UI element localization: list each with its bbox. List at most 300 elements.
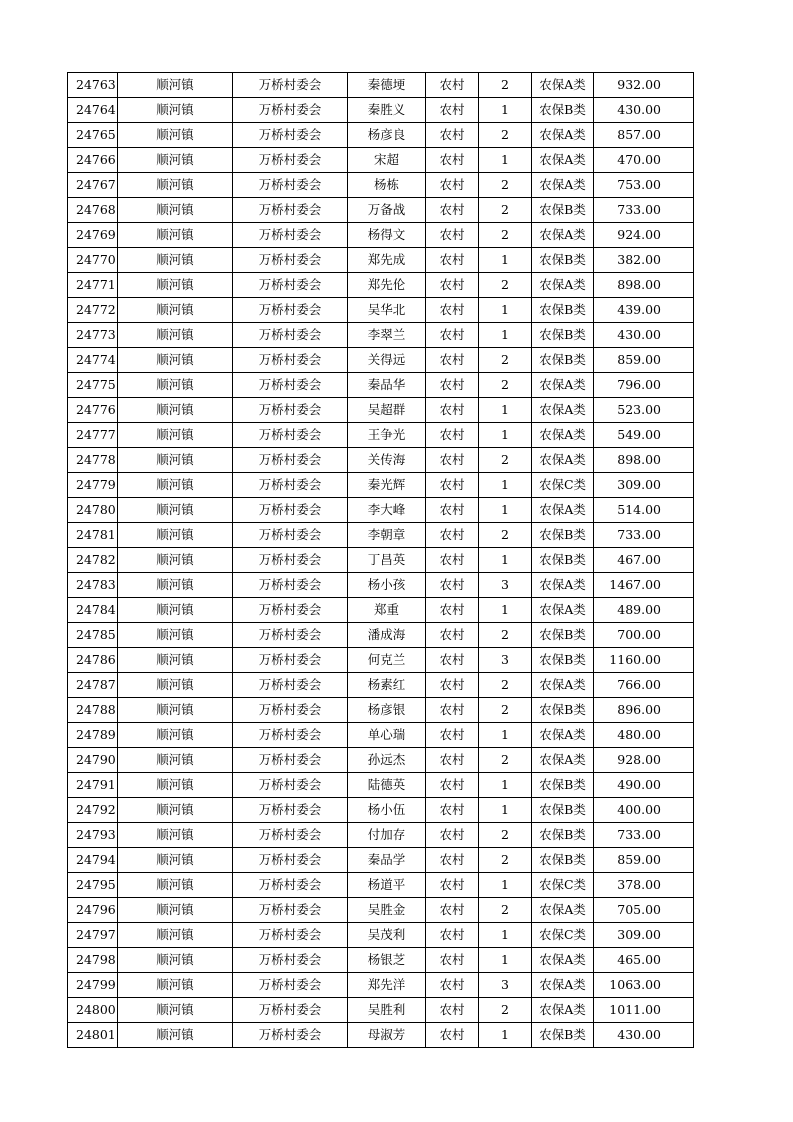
table-row [68, 573, 694, 598]
record-id-cell: 24776 [68, 398, 118, 423]
village-committee-cell: 万桥村委会 [233, 498, 348, 523]
area-type-cell: 农村 [426, 273, 479, 298]
area-type-cell: 农村 [426, 898, 479, 923]
town-cell: 顺河镇 [118, 123, 233, 148]
area-type-cell: 农村 [426, 823, 479, 848]
village-committee-cell: 万桥村委会 [233, 798, 348, 823]
insurance-class-cell: 农保A类 [532, 498, 594, 523]
area-type-cell: 农村 [426, 673, 479, 698]
village-committee-cell: 万桥村委会 [233, 623, 348, 648]
area-type-cell: 农村 [426, 873, 479, 898]
name-cell: 李大峰 [348, 498, 426, 523]
household-count-cell: 1 [479, 148, 532, 173]
household-count-cell: 1 [479, 773, 532, 798]
insurance-class-cell: 农保A类 [532, 423, 594, 448]
village-committee-cell: 万桥村委会 [233, 123, 348, 148]
insurance-class-cell: 农保B类 [532, 98, 594, 123]
village-committee-cell: 万桥村委会 [233, 448, 348, 473]
village-committee-cell: 万桥村委会 [233, 873, 348, 898]
village-committee-cell: 万桥村委会 [233, 923, 348, 948]
village-committee-cell: 万桥村委会 [233, 348, 348, 373]
village-committee-cell: 万桥村委会 [233, 898, 348, 923]
area-type-cell: 农村 [426, 548, 479, 573]
area-type-cell: 农村 [426, 73, 479, 98]
record-id-cell: 24773 [68, 323, 118, 348]
household-count-cell: 2 [479, 198, 532, 223]
table-row [68, 348, 694, 373]
record-id-cell: 24771 [68, 273, 118, 298]
name-cell: 吴华北 [348, 298, 426, 323]
name-cell: 郑先成 [348, 248, 426, 273]
household-count-cell: 2 [479, 998, 532, 1023]
area-type-cell: 农村 [426, 123, 479, 148]
town-cell: 顺河镇 [118, 448, 233, 473]
insurance-class-cell: 农保B类 [532, 798, 594, 823]
insurance-class-cell: 农保B类 [532, 298, 594, 323]
town-cell: 顺河镇 [118, 523, 233, 548]
name-cell: 杨素红 [348, 673, 426, 698]
table-row [68, 798, 694, 823]
amount-cell: 382.00 [594, 248, 694, 273]
town-cell: 顺河镇 [118, 323, 233, 348]
record-id-cell: 24769 [68, 223, 118, 248]
name-cell: 杨小伍 [348, 798, 426, 823]
record-id-cell: 24785 [68, 623, 118, 648]
table-row [68, 398, 694, 423]
record-id-cell: 24782 [68, 548, 118, 573]
record-id-cell: 24763 [68, 73, 118, 98]
amount-cell: 309.00 [594, 473, 694, 498]
area-type-cell: 农村 [426, 198, 479, 223]
area-type-cell: 农村 [426, 223, 479, 248]
amount-cell: 753.00 [594, 173, 694, 198]
household-count-cell: 2 [479, 698, 532, 723]
village-committee-cell: 万桥村委会 [233, 723, 348, 748]
household-count-cell: 1 [479, 498, 532, 523]
amount-cell: 898.00 [594, 273, 694, 298]
household-count-cell: 2 [479, 748, 532, 773]
household-count-cell: 2 [479, 123, 532, 148]
record-id-cell: 24778 [68, 448, 118, 473]
record-id-cell: 24774 [68, 348, 118, 373]
village-committee-cell: 万桥村委会 [233, 273, 348, 298]
table-row [68, 623, 694, 648]
household-count-cell: 1 [479, 98, 532, 123]
household-count-cell: 2 [479, 348, 532, 373]
village-committee-cell: 万桥村委会 [233, 948, 348, 973]
area-type-cell: 农村 [426, 1023, 479, 1048]
village-committee-cell: 万桥村委会 [233, 223, 348, 248]
name-cell: 杨得文 [348, 223, 426, 248]
record-id-cell: 24775 [68, 373, 118, 398]
amount-cell: 1063.00 [594, 973, 694, 998]
insurance-class-cell: 农保A类 [532, 998, 594, 1023]
amount-cell: 309.00 [594, 923, 694, 948]
household-count-cell: 1 [479, 398, 532, 423]
record-id-cell: 24783 [68, 573, 118, 598]
amount-cell: 796.00 [594, 373, 694, 398]
insurance-class-cell: 农保A类 [532, 123, 594, 148]
town-cell: 顺河镇 [118, 823, 233, 848]
table-row [68, 248, 694, 273]
household-count-cell: 1 [479, 873, 532, 898]
record-id-cell: 24787 [68, 673, 118, 698]
town-cell: 顺河镇 [118, 848, 233, 873]
area-type-cell: 农村 [426, 773, 479, 798]
name-cell: 王争光 [348, 423, 426, 448]
record-id-cell: 24784 [68, 598, 118, 623]
village-committee-cell: 万桥村委会 [233, 98, 348, 123]
name-cell: 吴超群 [348, 398, 426, 423]
name-cell: 吴胜金 [348, 898, 426, 923]
insurance-class-cell: 农保B类 [532, 548, 594, 573]
table-row [68, 598, 694, 623]
name-cell: 杨道平 [348, 873, 426, 898]
area-type-cell: 农村 [426, 698, 479, 723]
village-committee-cell: 万桥村委会 [233, 998, 348, 1023]
area-type-cell: 农村 [426, 973, 479, 998]
table-row [68, 648, 694, 673]
name-cell: 丁昌英 [348, 548, 426, 573]
village-committee-cell: 万桥村委会 [233, 1023, 348, 1048]
record-id-cell: 24768 [68, 198, 118, 223]
household-count-cell: 3 [479, 973, 532, 998]
town-cell: 顺河镇 [118, 223, 233, 248]
town-cell: 顺河镇 [118, 623, 233, 648]
household-count-cell: 2 [479, 373, 532, 398]
table-row [68, 173, 694, 198]
record-id-cell: 24799 [68, 973, 118, 998]
amount-cell: 430.00 [594, 323, 694, 348]
town-cell: 顺河镇 [118, 898, 233, 923]
village-committee-cell: 万桥村委会 [233, 848, 348, 873]
name-cell: 单心瑞 [348, 723, 426, 748]
town-cell: 顺河镇 [118, 473, 233, 498]
amount-cell: 1467.00 [594, 573, 694, 598]
village-committee-cell: 万桥村委会 [233, 573, 348, 598]
amount-cell: 733.00 [594, 523, 694, 548]
insurance-class-cell: 农保A类 [532, 148, 594, 173]
insurance-class-cell: 农保A类 [532, 398, 594, 423]
name-cell: 付加存 [348, 823, 426, 848]
name-cell: 郑先洋 [348, 973, 426, 998]
table-row [68, 973, 694, 998]
town-cell: 顺河镇 [118, 1023, 233, 1048]
village-committee-cell: 万桥村委会 [233, 323, 348, 348]
household-count-cell: 1 [479, 598, 532, 623]
insurance-class-cell: 农保A类 [532, 73, 594, 98]
insurance-class-cell: 农保A类 [532, 673, 594, 698]
amount-cell: 490.00 [594, 773, 694, 798]
name-cell: 万备战 [348, 198, 426, 223]
record-id-cell: 24796 [68, 898, 118, 923]
village-committee-cell: 万桥村委会 [233, 523, 348, 548]
amount-cell: 514.00 [594, 498, 694, 523]
household-count-cell: 2 [479, 223, 532, 248]
village-committee-cell: 万桥村委会 [233, 248, 348, 273]
household-count-cell: 2 [479, 448, 532, 473]
table-row [68, 448, 694, 473]
village-committee-cell: 万桥村委会 [233, 198, 348, 223]
household-count-cell: 1 [479, 473, 532, 498]
insurance-class-cell: 农保A类 [532, 573, 594, 598]
insurance-class-cell: 农保C类 [532, 473, 594, 498]
area-type-cell: 农村 [426, 348, 479, 373]
area-type-cell: 农村 [426, 623, 479, 648]
household-count-cell: 2 [479, 523, 532, 548]
record-id-cell: 24788 [68, 698, 118, 723]
insurance-class-cell: 农保A类 [532, 448, 594, 473]
town-cell: 顺河镇 [118, 248, 233, 273]
table-row [68, 98, 694, 123]
household-count-cell: 3 [479, 573, 532, 598]
table-row [68, 673, 694, 698]
area-type-cell: 农村 [426, 573, 479, 598]
record-id-cell: 24772 [68, 298, 118, 323]
record-id-cell: 24786 [68, 648, 118, 673]
amount-cell: 932.00 [594, 73, 694, 98]
amount-cell: 1011.00 [594, 998, 694, 1023]
area-type-cell: 农村 [426, 148, 479, 173]
household-count-cell: 1 [479, 323, 532, 348]
amount-cell: 1160.00 [594, 648, 694, 673]
amount-cell: 470.00 [594, 148, 694, 173]
name-cell: 陆德英 [348, 773, 426, 798]
amount-cell: 480.00 [594, 723, 694, 748]
village-committee-cell: 万桥村委会 [233, 673, 348, 698]
village-committee-cell: 万桥村委会 [233, 423, 348, 448]
table-row [68, 848, 694, 873]
table-row [68, 1023, 694, 1048]
table-row [68, 523, 694, 548]
amount-cell: 766.00 [594, 673, 694, 698]
amount-cell: 549.00 [594, 423, 694, 448]
table-row [68, 548, 694, 573]
village-committee-cell: 万桥村委会 [233, 373, 348, 398]
amount-cell: 898.00 [594, 448, 694, 473]
table-row [68, 423, 694, 448]
record-id-cell: 24764 [68, 98, 118, 123]
village-committee-cell: 万桥村委会 [233, 698, 348, 723]
area-type-cell: 农村 [426, 748, 479, 773]
table-row [68, 873, 694, 898]
insurance-class-cell: 农保A类 [532, 973, 594, 998]
area-type-cell: 农村 [426, 248, 479, 273]
name-cell: 关得远 [348, 348, 426, 373]
household-count-cell: 2 [479, 898, 532, 923]
amount-cell: 928.00 [594, 748, 694, 773]
name-cell: 秦品华 [348, 373, 426, 398]
table-row [68, 73, 694, 98]
village-committee-cell: 万桥村委会 [233, 598, 348, 623]
insurance-class-cell: 农保B类 [532, 648, 594, 673]
town-cell: 顺河镇 [118, 573, 233, 598]
town-cell: 顺河镇 [118, 598, 233, 623]
area-type-cell: 农村 [426, 173, 479, 198]
table-row [68, 773, 694, 798]
record-id-cell: 24767 [68, 173, 118, 198]
insurance-class-cell: 农保A类 [532, 273, 594, 298]
insurance-class-cell: 农保B类 [532, 773, 594, 798]
area-type-cell: 农村 [426, 723, 479, 748]
table-row [68, 948, 694, 973]
insurance-class-cell: 农保C类 [532, 923, 594, 948]
area-type-cell: 农村 [426, 948, 479, 973]
data-table [67, 72, 694, 1048]
town-cell: 顺河镇 [118, 498, 233, 523]
insurance-class-cell: 农保B类 [532, 523, 594, 548]
insurance-class-cell: 农保B类 [532, 1023, 594, 1048]
village-committee-cell: 万桥村委会 [233, 773, 348, 798]
amount-cell: 859.00 [594, 348, 694, 373]
table-row [68, 298, 694, 323]
amount-cell: 378.00 [594, 873, 694, 898]
table-row [68, 223, 694, 248]
area-type-cell: 农村 [426, 298, 479, 323]
area-type-cell: 农村 [426, 98, 479, 123]
insurance-class-cell: 农保A类 [532, 948, 594, 973]
town-cell: 顺河镇 [118, 748, 233, 773]
name-cell: 杨银芝 [348, 948, 426, 973]
insurance-class-cell: 农保A类 [532, 223, 594, 248]
record-id-cell: 24792 [68, 798, 118, 823]
record-id-cell: 24795 [68, 873, 118, 898]
town-cell: 顺河镇 [118, 373, 233, 398]
area-type-cell: 农村 [426, 423, 479, 448]
town-cell: 顺河镇 [118, 723, 233, 748]
town-cell: 顺河镇 [118, 648, 233, 673]
amount-cell: 430.00 [594, 1023, 694, 1048]
area-type-cell: 农村 [426, 323, 479, 348]
record-id-cell: 24780 [68, 498, 118, 523]
name-cell: 李朝章 [348, 523, 426, 548]
village-committee-cell: 万桥村委会 [233, 548, 348, 573]
name-cell: 郑先伦 [348, 273, 426, 298]
name-cell: 吴胜利 [348, 998, 426, 1023]
insurance-class-cell: 农保A类 [532, 173, 594, 198]
area-type-cell: 农村 [426, 848, 479, 873]
name-cell: 母淑芳 [348, 1023, 426, 1048]
insurance-class-cell: 农保B类 [532, 698, 594, 723]
table-row [68, 123, 694, 148]
area-type-cell: 农村 [426, 398, 479, 423]
name-cell: 秦胜义 [348, 98, 426, 123]
name-cell: 潘成海 [348, 623, 426, 648]
village-committee-cell: 万桥村委会 [233, 73, 348, 98]
record-id-cell: 24777 [68, 423, 118, 448]
village-committee-cell: 万桥村委会 [233, 148, 348, 173]
amount-cell: 489.00 [594, 598, 694, 623]
area-type-cell: 农村 [426, 923, 479, 948]
table-row [68, 748, 694, 773]
name-cell: 关传海 [348, 448, 426, 473]
insurance-class-cell: 农保A类 [532, 598, 594, 623]
town-cell: 顺河镇 [118, 923, 233, 948]
village-committee-cell: 万桥村委会 [233, 473, 348, 498]
household-count-cell: 2 [479, 823, 532, 848]
name-cell: 宋超 [348, 148, 426, 173]
village-committee-cell: 万桥村委会 [233, 973, 348, 998]
name-cell: 孙远杰 [348, 748, 426, 773]
town-cell: 顺河镇 [118, 273, 233, 298]
amount-cell: 857.00 [594, 123, 694, 148]
village-committee-cell: 万桥村委会 [233, 298, 348, 323]
amount-cell: 465.00 [594, 948, 694, 973]
table-row [68, 498, 694, 523]
insurance-class-cell: 农保B类 [532, 323, 594, 348]
village-committee-cell: 万桥村委会 [233, 398, 348, 423]
insurance-class-cell: 农保A类 [532, 898, 594, 923]
village-committee-cell: 万桥村委会 [233, 823, 348, 848]
town-cell: 顺河镇 [118, 948, 233, 973]
amount-cell: 924.00 [594, 223, 694, 248]
amount-cell: 700.00 [594, 623, 694, 648]
name-cell: 杨小孩 [348, 573, 426, 598]
table-row [68, 323, 694, 348]
insurance-class-cell: 农保A类 [532, 748, 594, 773]
household-count-cell: 1 [479, 948, 532, 973]
amount-cell: 859.00 [594, 848, 694, 873]
town-cell: 顺河镇 [118, 98, 233, 123]
record-id-cell: 24765 [68, 123, 118, 148]
household-count-cell: 2 [479, 623, 532, 648]
table-row [68, 273, 694, 298]
record-id-cell: 24789 [68, 723, 118, 748]
town-cell: 顺河镇 [118, 548, 233, 573]
town-cell: 顺河镇 [118, 148, 233, 173]
household-count-cell: 1 [479, 1023, 532, 1048]
town-cell: 顺河镇 [118, 998, 233, 1023]
table-row [68, 723, 694, 748]
table-row [68, 198, 694, 223]
household-count-cell: 1 [479, 298, 532, 323]
record-id-cell: 24766 [68, 148, 118, 173]
amount-cell: 523.00 [594, 398, 694, 423]
household-count-cell: 1 [479, 548, 532, 573]
record-id-cell: 24793 [68, 823, 118, 848]
town-cell: 顺河镇 [118, 298, 233, 323]
amount-cell: 733.00 [594, 198, 694, 223]
town-cell: 顺河镇 [118, 673, 233, 698]
table-row [68, 373, 694, 398]
area-type-cell: 农村 [426, 473, 479, 498]
household-count-cell: 1 [479, 248, 532, 273]
town-cell: 顺河镇 [118, 973, 233, 998]
name-cell: 郑重 [348, 598, 426, 623]
record-id-cell: 24797 [68, 923, 118, 948]
village-committee-cell: 万桥村委会 [233, 648, 348, 673]
town-cell: 顺河镇 [118, 73, 233, 98]
amount-cell: 896.00 [594, 698, 694, 723]
town-cell: 顺河镇 [118, 398, 233, 423]
insurance-class-cell: 农保B类 [532, 348, 594, 373]
name-cell: 杨彦银 [348, 698, 426, 723]
name-cell: 李翠兰 [348, 323, 426, 348]
household-count-cell: 1 [479, 423, 532, 448]
town-cell: 顺河镇 [118, 798, 233, 823]
area-type-cell: 农村 [426, 498, 479, 523]
table-row [68, 923, 694, 948]
area-type-cell: 农村 [426, 648, 479, 673]
name-cell: 秦德埂 [348, 73, 426, 98]
name-cell: 秦品学 [348, 848, 426, 873]
table-row [68, 998, 694, 1023]
name-cell: 秦光辉 [348, 473, 426, 498]
record-id-cell: 24800 [68, 998, 118, 1023]
insurance-class-cell: 农保B类 [532, 248, 594, 273]
area-type-cell: 农村 [426, 598, 479, 623]
record-id-cell: 24770 [68, 248, 118, 273]
